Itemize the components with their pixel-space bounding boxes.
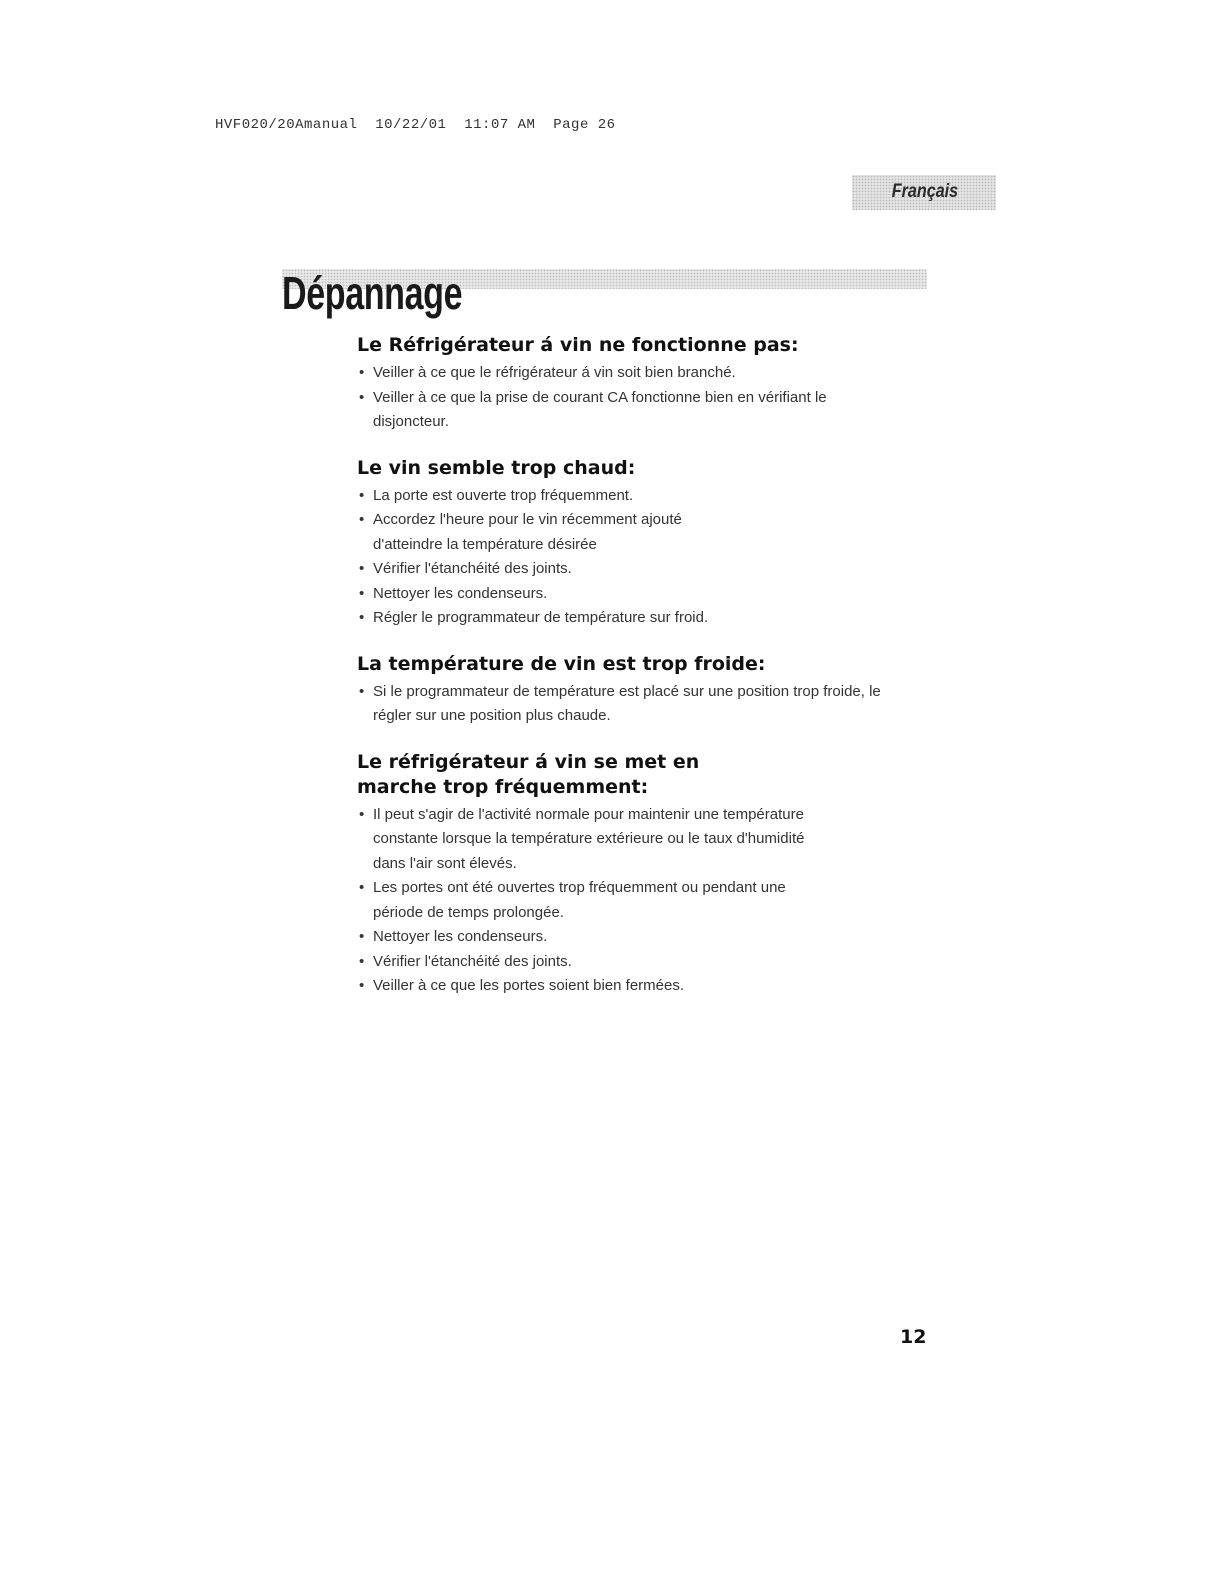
- item-list: [357, 484, 917, 631]
- page-number: 12: [900, 1326, 927, 1348]
- list-item: • Veiller à ce que le réfrigérateur á vin soit bien branché.: [357, 361, 917, 386]
- list-item: • Accordez l'heure pour le vin récemment ajouté d'atteindre la température désirée: [357, 508, 743, 557]
- item-list: [357, 680, 917, 729]
- list-item: • Nettoyer les condenseurs.: [357, 925, 917, 950]
- list-item: • Les portes ont été ouvertes trop fréquemment ou pendant une période de temps prolongée.: [357, 876, 823, 925]
- section-too-warm: [357, 456, 917, 631]
- section-heading: La température de vin est trop froide:: [357, 652, 766, 675]
- section-heading: Le Réfrigérateur á vin ne fonctionne pas:: [357, 334, 799, 356]
- list-item: • Veiller à ce que les portes soient bien fermées.: [357, 974, 917, 999]
- print-header: HVF020/20Amanual 10/22/01 11:07 AM Page 26: [215, 117, 616, 133]
- section-heading: Le réfrigérateur á vin se met en marche trop fréquemment:: [357, 750, 700, 798]
- troubleshooting-content: [357, 333, 917, 1020]
- item-list: [357, 361, 917, 435]
- section-too-cold: [357, 652, 917, 729]
- section-runs-too-often: [357, 750, 917, 999]
- list-item: • La porte est ouverte trop fréquemment.: [357, 484, 917, 509]
- section-heading: Le vin semble trop chaud:: [357, 456, 636, 479]
- list-item: • Il peut s'agir de l'activité normale pour maintenir une température constante lorsque la température extérieure ou le taux d'humidité dans l'air sont élevés.: [357, 803, 818, 877]
- page-title: Dépannage: [282, 267, 463, 319]
- list-item: • Vérifier l'étanchéité des joints.: [357, 557, 917, 582]
- language-tab: [852, 175, 996, 210]
- language-tab-label: Français: [891, 181, 958, 202]
- list-item: • Régler le programmateur de température sur froid.: [357, 606, 917, 631]
- list-item: • Vérifier l'étanchéité des joints.: [357, 950, 917, 975]
- section-not-working: [357, 333, 917, 435]
- list-item: • Nettoyer les condenseurs.: [357, 582, 917, 607]
- item-list: [357, 803, 917, 999]
- list-item: • Si le programmateur de température est placé sur une position trop froide, le régler sur une position plus chaude.: [357, 680, 903, 729]
- list-item: • Veiller à ce que la prise de courant CA fonctionne bien en vérifiant le disjoncteur.: [357, 386, 833, 435]
